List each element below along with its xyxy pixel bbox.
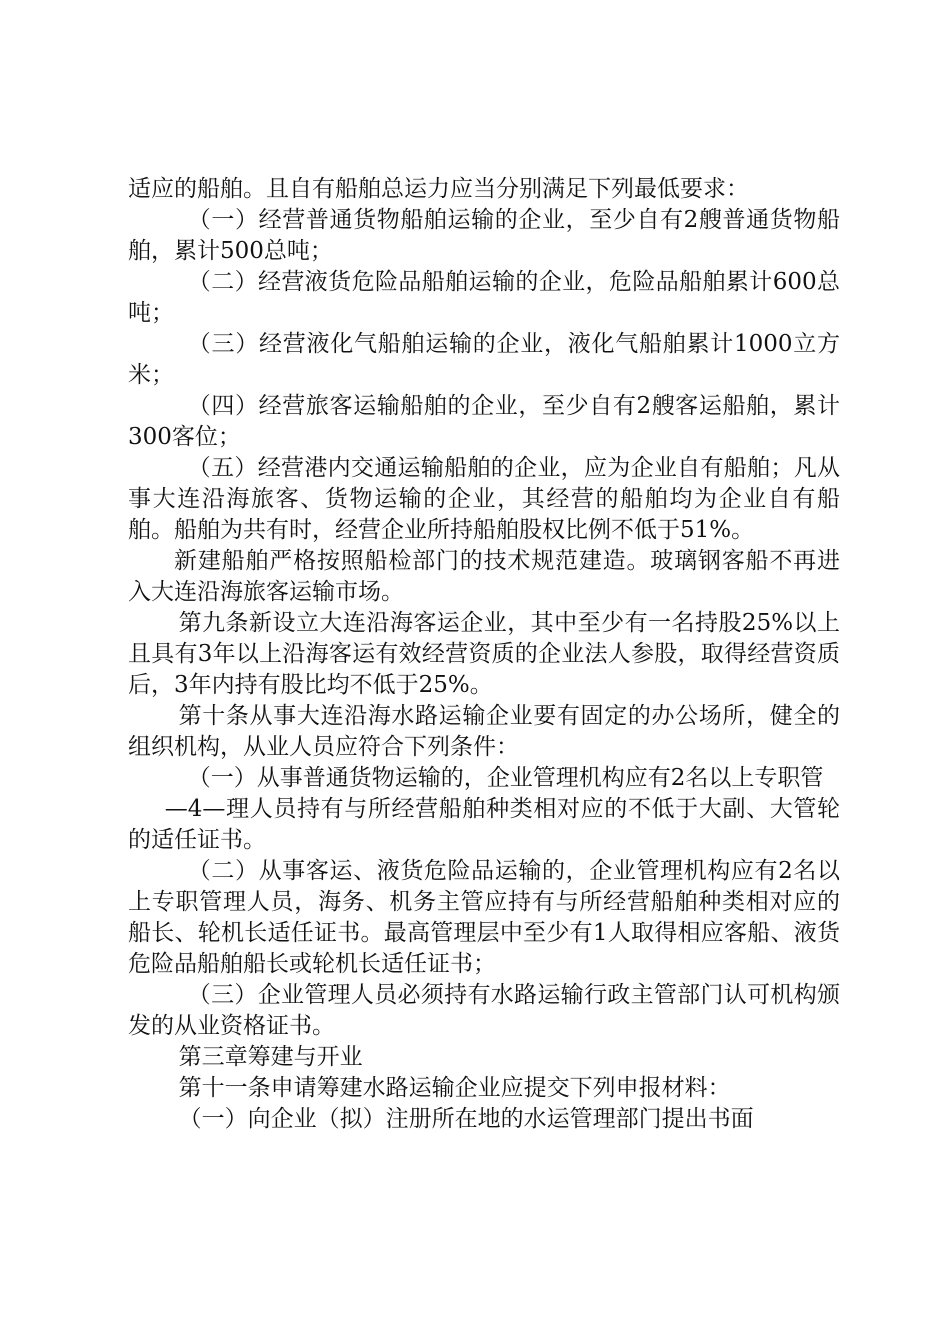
- paragraph-6: （五）经营港内交通运输船舶的企业，应为企业自有船舶；凡从事大连沿海旅客、货物运输的企业，其经营的船舶均为企业自有船舶。船舶为共有时，经营企业所持船舶股权比例不低于51%。: [128, 455, 840, 543]
- paragraph-2: （一）经营普通货物船舶运输的企业，至少自有2艘普通货物船舶，累计500总吨；: [128, 207, 840, 264]
- paragraph-9: 第十条从事大连沿海水路运输企业要有固定的办公场所，健全的组织机构，从业人员应符合下列条件：: [128, 703, 840, 760]
- paragraph-4: （三）经营液化气船舶运输的企业，液化气船舶累计1000立方米；: [128, 331, 840, 388]
- paragraph-8: 第九条新设立大连沿海客运企业，其中至少有一名持股25%以上且具有3年以上沿海客运有效经营资质的企业法人参股，取得经营资质后，3年内持有股比均不低于25%。: [128, 610, 840, 698]
- chapter-heading: 第三章筹建与开业: [178, 1044, 363, 1070]
- paragraph-5: （四）经营旅客运输船舶的企业，至少自有2艘客运船舶，累计300客位；: [128, 393, 840, 450]
- paragraph-12: （二）从事客运、液货危险品运输的，企业管理机构应有2名以上专职管理人员，海务、机务主管应持有与所经营船舶种类相对应的船长、轮机长适任证书。最高管理层中至少有1人取得相应客船、液货危险品船舶船长或轮机长适任证书；: [128, 858, 840, 977]
- paragraph-15: 第十一条申请筹建水路运输企业应提交下列申报材料：: [178, 1075, 731, 1101]
- paragraph-10: （一）从事普通货物运输的，企业管理机构应有2名以上专职管: [187, 765, 824, 791]
- paragraph-7: 新建船舶严格按照船检部门的技术规范建造。玻璃钢客船不再进入大连沿海旅客运输市场。: [128, 548, 840, 605]
- paragraph-11: —4—理人员持有与所经营船舶种类相对应的不低于大副、大管轮的适任证书。: [128, 796, 840, 853]
- paragraph-13: （三）企业管理人员必须持有水路运输行政主管部门认可机构颁发的从业资格证书。: [128, 982, 840, 1039]
- paragraph-1: 适应的船舶。且自有船舶总运力应当分别满足下列最低要求：: [128, 176, 749, 202]
- document-body: [128, 174, 840, 1135]
- paragraph-3: （二）经营液货危险品船舶运输的企业，危险品船舶累计600总吨；: [128, 269, 840, 326]
- paragraph-16: （一）向企业（拟）注册所在地的水运管理部门提出书面: [178, 1106, 754, 1132]
